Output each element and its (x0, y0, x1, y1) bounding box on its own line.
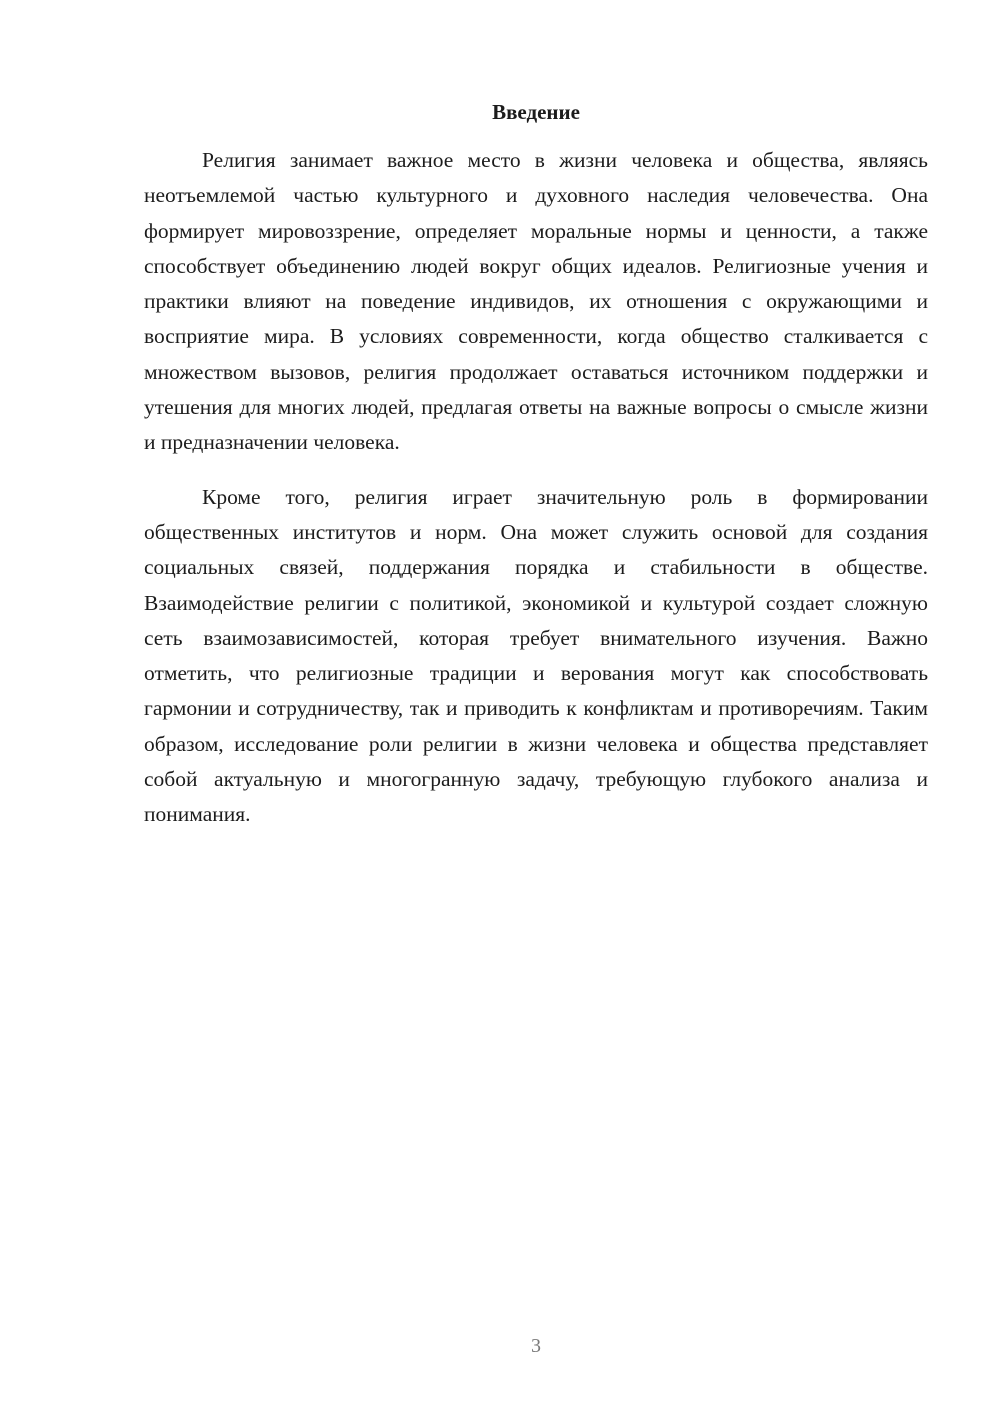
paragraph-1: Религия занимает важное место в жизни человека и общества, являясь неотъемлемой частью культурного и духовного наследия человечества. Она формирует мировоззрение, определяет моральные нормы и ценности, а также способствует объединению людей вокруг общих идеалов. Религиозные учения и практики влияют на поведение индивидов, их отношения с окружающими и восприятие мира. В условиях современности, когда общество сталкивается с множеством вызовов, религия продолжает оставаться источником поддержки и утешения для многих людей, предлагая ответы на важные вопросы о смысле жизни и предназначении человека. (144, 148, 928, 455)
body-text (144, 143, 928, 833)
paragraph-2: Кроме того, религия играет значительную роль в формировании общественных институтов и норм. Она может служить основой для создания социальных связей, поддержания порядка и стабильности в обществе. Взаимодействие религии с политикой, экономикой и культурой создает сложную сеть взаимозависимостей, которая требует внимательного изучения. Важно отметить, что религиозные традиции и верования могут как способствовать гармонии и сотрудничеству, так и приводить к конфликтам и противоречиям. Таким образом, исследование роли религии в жизни человека и общества представляет собой актуальную и многогранную задачу, требующую глубокого анализа и понимания. (144, 484, 928, 827)
page-number: 3 (531, 1335, 541, 1357)
section-heading: Введение (492, 100, 580, 124)
